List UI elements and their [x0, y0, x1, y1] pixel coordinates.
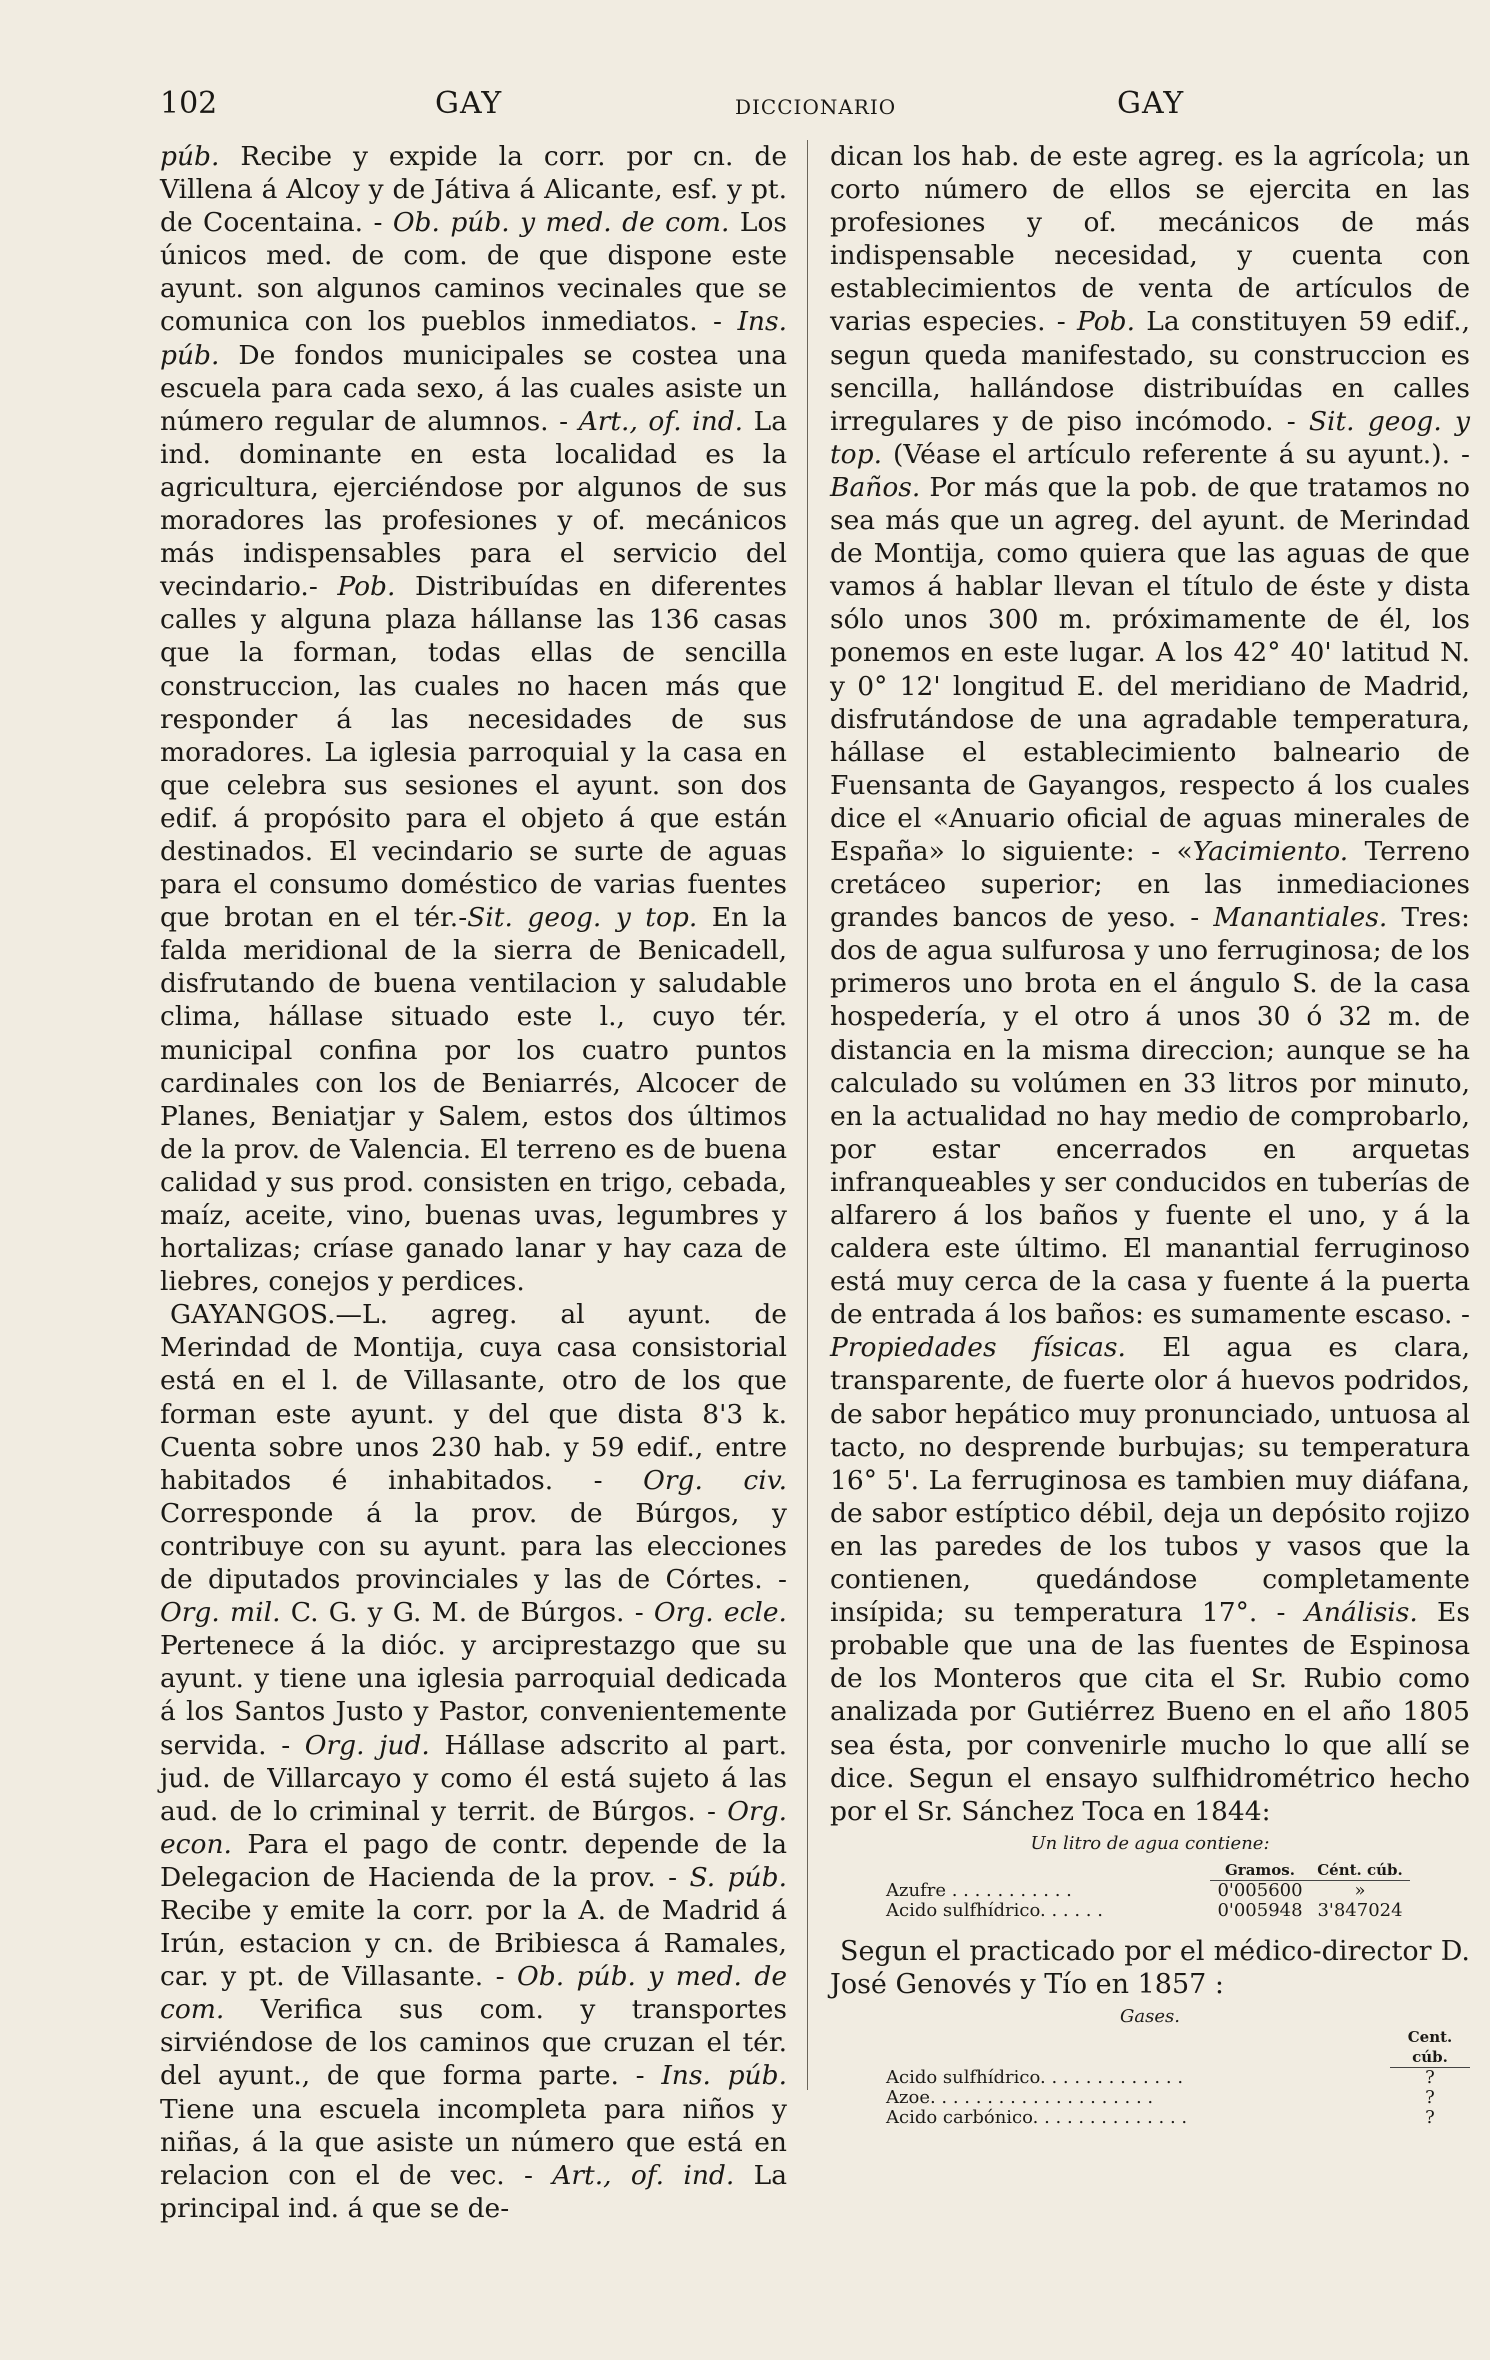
italic-rubric: Sit. geog. y top.: [467, 902, 698, 934]
row-label: Azoe. . . . . . . . . . . . . . . . . . . .: [886, 2086, 1154, 2108]
row-label: Acido carbónico. . . . . . . . . . . . . .: [886, 2106, 1188, 2128]
text-run: Para el pago de contr. depende de la Delegacion de Hacienda de la prov. -: [160, 1828, 787, 1893]
table-header-row: [830, 2027, 1470, 2068]
italic-rubric: Baños.: [830, 471, 921, 503]
row-value: ?: [1425, 2086, 1435, 2108]
italic-rubric: Org. ecle.: [653, 1597, 787, 1629]
text-run: (Véase el artículo referente á su ayunt.). -: [882, 438, 1470, 470]
italic-rubric: Manantiales.: [1213, 902, 1388, 934]
header-center-title: DICCIONARIO: [735, 95, 897, 119]
text-run: De fondos municipales se costea una escuela para cada sexo, á las cuales asiste un número regular de alumnos. -: [160, 339, 787, 437]
text-run: Pertenece á la dióc. y arciprestazgo que su ayunt. y tiene una iglesia parroquial dedicada á los Santos Justo y Pastor, convenientemente servida. -: [160, 1630, 787, 1761]
text-run: C. G. y G. M. de Búrgos. -: [280, 1597, 654, 1629]
text-run: Recibe y emite la corr. por la A. de Madrid á Irún, estacion y cn. de Bribiesca á Ramales, car. y pt. de Villasante. -: [160, 1894, 787, 1993]
text-run: Recibe y expide la corr. por cn. de Villena á Alcoy y de Játiva á Alicante, esf. y pt. de Cocentaina. -: [160, 141, 787, 239]
row-label: Azufre . . . . . . . . . . .: [886, 1879, 1072, 1901]
italic-rubric: Art., of. ind.: [578, 405, 744, 437]
header-right-word: GAY: [1117, 86, 1185, 121]
row-label: Acido sulfhídrico. . . . . .: [886, 1899, 1103, 1921]
italic-rubric: Pob.: [337, 571, 396, 603]
italic-rubric: Propiedades físicas.: [830, 1332, 1126, 1364]
italic-rubric: Ins. púb.: [160, 306, 787, 371]
italic-rubric: Análisis.: [1304, 1597, 1418, 1629]
table-caption: Gases.: [1120, 2005, 1180, 2027]
text-run: El agua es clara, transparente, de fuerte olor á huevos podridos, de sabor hepático muy pronunciado, untuosa al tacto, no desprende burbujas; su temperatura 16° 5'. La ferruginosa es tambien muy diáfana, de sabor estíptico débil, deja un depósito rojizo en las paredes de los tubos y vasos que la contienen, quedándose completamente insípida; su temperatura 17°. -: [830, 1332, 1470, 1629]
page-number: 102: [160, 86, 218, 121]
text-run: En la falda meridional de la sierra de Benicadell, disfrutando de buena ventilacion y saludable clima, hállase situado este l., cuyo tér. municipal confina por los cuatro puntos cardinales con los de Beniarrés, Alcocer de Planes, Beniatjar y Salem, estos dos últimos de la prov. de Valencia. El terreno es de buena calidad y sus prod. consisten en trigo, cebada, maíz, aceite, vino, buenas uvas, legumbres y hortalizas; críase ganado lanar y hay caza de liebres, conejos y perdices.: [160, 902, 787, 1298]
text-run: La principal ind. á que se de-: [160, 2159, 787, 2224]
italic-rubric: Org. mil.: [160, 1597, 281, 1629]
entry-continuation: [830, 140, 1470, 1828]
italic-rubric: S. púb.: [689, 1861, 787, 1893]
text-run: Por más que la pob. de que tratamos no sea más que un agreg. del ayunt. de Merindad de Montija, como quiera que las aguas de que vamos á hablar llevan el título de éste y dista sólo unos 300 m. próximamente de él, los ponemos en este lugar. A los 42° 40' latitud N. y 0° 12' longitud E. del meridiano de Madrid, disfrutándose de una agradable temperatura, hállase el establecimiento balneario de Fuensanta de Gayangos, respecto á los cuales dice el «Anuario oficial de aguas minerales de España» lo siguiente: - «: [830, 471, 1470, 867]
italic-rubric: Sit. geog. y top.: [830, 405, 1470, 470]
page-header: [160, 86, 1190, 126]
row-value: ?: [1425, 2106, 1435, 2128]
row-label: Acido sulfhídrico. . . . . . . . . . . . .: [886, 2066, 1184, 2088]
row-cent: »: [1354, 1879, 1366, 1901]
row-value: ?: [1425, 2066, 1435, 2088]
left-column: [160, 140, 787, 2225]
table-header-row: [830, 1860, 1470, 1881]
analysis-table-1857: [830, 2007, 1470, 2128]
table-row: [830, 1901, 1470, 1921]
row-gramos: 0'005600: [1217, 1879, 1303, 1901]
italic-rubric: Ins. púb.: [661, 2060, 787, 2092]
text-run: Corresponde á la prov. de Búrgos, y contribuye con su ayunt. para las elecciones de diputados provinciales y las de Córtes. -: [160, 1497, 787, 1596]
analysis-table-1844: [830, 1834, 1470, 1921]
table-row: [830, 2108, 1470, 2128]
column-header: Gramos.: [1210, 1860, 1310, 1881]
italic-rubric: púb.: [160, 141, 220, 172]
text-run: La constituyen 59 edif., segun queda manifestado, su construccion es sencilla, hallándose distribuídas en calles irregulares y de piso incómodo. -: [830, 306, 1470, 437]
entry-paragraph: [160, 140, 787, 1298]
table-row: [830, 2068, 1470, 2088]
italic-rubric: Org. civ.: [643, 1464, 787, 1496]
text-run: Tiene una escuela incompleta para niños y niñas, á la que asiste un número que está en relacion con el de vec. -: [160, 2093, 787, 2191]
column-header: Cént. cúb.: [1310, 1860, 1410, 1881]
italic-rubric: Org. econ.: [160, 1795, 787, 1860]
text-run: Verifica sus com. y transportes sirviéndose de los caminos que cruzan el tér. del ayunt., de que forma parte. -: [160, 1994, 787, 2092]
text-run: Distribuídas en diferentes calles y alguna plaza hállanse las 136 casas que la forman, todas ellas de sencilla construccion, las cuales no hacen más que responder á las necesidades de sus moradores. La iglesia parroquial y la casa en que celebra sus sesiones el ayunt. son dos edif. á propósito para el objeto á que están destinados. El vecindario se surte de aguas para el consumo doméstico de varias fuentes que brotan en el tér.-: [160, 571, 787, 934]
italic-rubric: Yacimiento.: [1192, 835, 1349, 867]
text-run: Es probable que una de las fuentes de Espinosa de los Monteros que cita el Sr. Rubio como analizada por Gutiérrez Bueno en el año 1805 sea ésta, por convenirle mucho lo que allí se dice. Segun el ensayo sulfhidrométrico hecho por el Sr. Sánchez Toca en 1844:: [830, 1597, 1471, 1827]
column-divider: [807, 140, 808, 2090]
table-row: [830, 2088, 1470, 2108]
italic-rubric: Org. jud.: [304, 1729, 430, 1761]
right-column: [830, 140, 1470, 2128]
row-gramos: 0'005948: [1217, 1899, 1303, 1921]
table-caption: Un litro de agua contiene:: [1030, 1832, 1270, 1854]
table-row: [830, 1881, 1470, 1901]
text-run: Terreno cretáceo superior; en las inmediaciones grandes bancos de yeso. -: [830, 835, 1471, 934]
text-run: dican los hab. de este agreg. es la agrícola; un corto número de ellos se ejercita en las profesiones y of. mecánicos de más indispensable necesidad, y cuenta con establecimientos de venta de artículos de varias especies. -: [830, 141, 1470, 338]
row-cent: 3'847024: [1317, 1899, 1403, 1921]
italic-rubric: Ob. púb. y med. de com.: [160, 1961, 787, 2026]
column-header: Cent. cúb.: [1390, 2027, 1470, 2068]
entry-gayangos: [160, 1298, 787, 2225]
text-run: Hállase adscrito al part. jud. de Villarcayo y como él está sujeto á las aud. de lo criminal y territ. de Búrgos. -: [160, 1729, 787, 1827]
italic-rubric: Ob. púb. y med. de com.: [392, 207, 730, 239]
header-left-word: GAY: [435, 86, 503, 121]
italic-rubric: Pob.: [1076, 306, 1136, 338]
text-run: GAYANGOS.—L. agreg. al ayunt. de Merindad de Montija, cuya casa consistorial está en el l. de Villasante, otro de los que forman este ayunt. y del que dista 8'3 k. Cuenta sobre unos 230 hab. y 59 edif., entre habitados é inhabitados. -: [160, 1299, 787, 1496]
text-run: Tres: dos de agua sulfurosa y uno ferruginosa; de los primeros uno brota en el ángulo S. de la casa hospedería, y el otro á unos 30 ó 32 m. de distancia en la misma direccion; aunque se ha calculado su volúmen en 33 litros por minuto, en la actualidad no hay medio de comprobarlo, por estar encerrados en arquetas infranqueables y ser conducidos en tuberías de alfarero á los baños y fuente el uno, y á la caldera este último. El manantial ferruginoso está muy cerca de la casa y fuente á la puerta de entrada á los baños: es sumamente escaso. -: [830, 902, 1470, 1331]
second-analysis-intro: Segun el practicado por el médico-director D. José Genovés y Tío en 1857 :: [830, 1935, 1470, 2000]
italic-rubric: Art., of. ind.: [552, 2159, 735, 2191]
text-run: Los únicos med. de com. de que dispone este ayunt. son algunos caminos vecinales que se comunica con los pueblos inmediatos. -: [160, 207, 788, 338]
text-run: La ind. dominante en esta localidad es la agricultura, ejerciéndose por algunos de sus moradores las profesiones y of. mecánicos más indispensables para el servicio del vecindario.-: [160, 405, 787, 603]
